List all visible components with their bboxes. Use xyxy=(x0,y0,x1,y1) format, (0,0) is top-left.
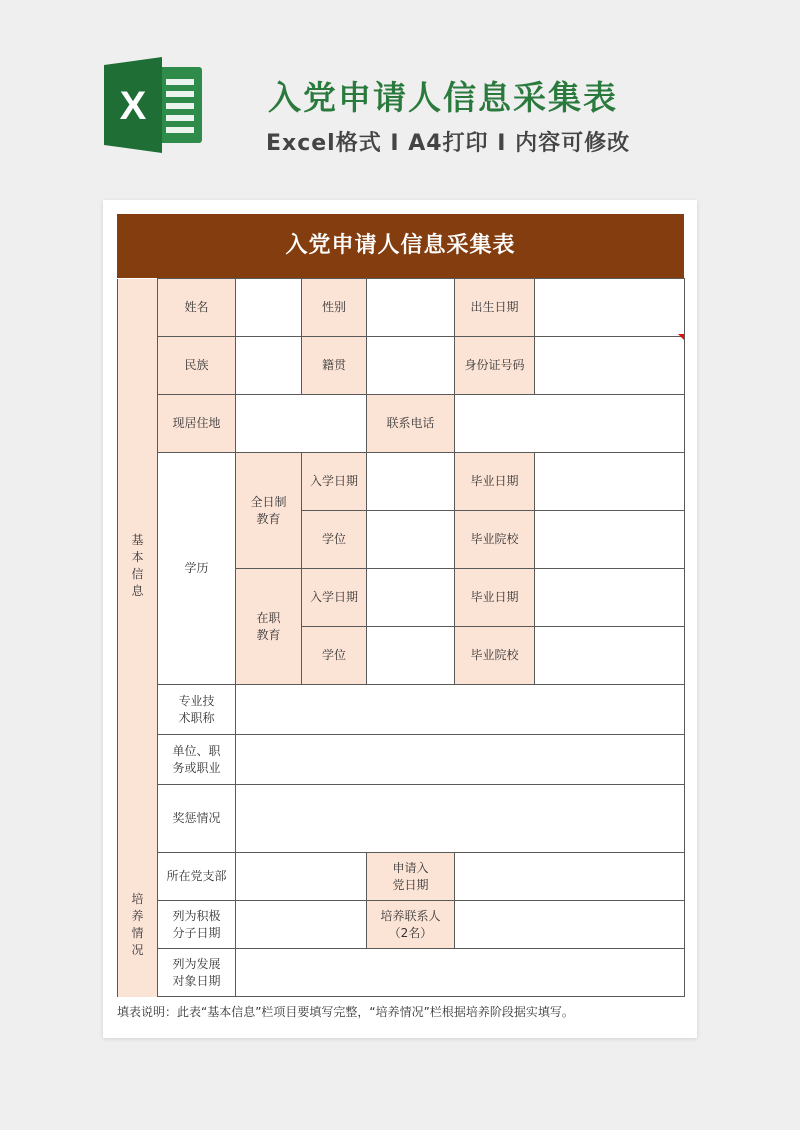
field-native-place[interactable] xyxy=(367,337,455,395)
label-address: 现居住地 xyxy=(158,395,236,453)
field-name[interactable] xyxy=(236,279,302,337)
field-inservice-enroll-date[interactable] xyxy=(367,569,455,627)
label-unit-position: 单位、职 务或职业 xyxy=(158,735,236,785)
label-inservice-grad-school: 毕业院校 xyxy=(455,627,535,685)
label-fulltime-grad-date: 毕业日期 xyxy=(455,453,535,511)
label-native-place: 籍贯 xyxy=(302,337,367,395)
field-professional-title[interactable] xyxy=(236,685,685,735)
field-training-contacts[interactable] xyxy=(455,901,685,949)
label-inservice-education: 在职 教育 xyxy=(236,569,302,685)
field-fulltime-grad-date[interactable] xyxy=(535,453,685,511)
page-header xyxy=(0,0,800,200)
page-subtitle: Excel格式 I A4打印 I 内容可修改 xyxy=(266,131,631,156)
excel-icon xyxy=(104,57,204,153)
label-education: 学历 xyxy=(158,453,236,685)
field-inservice-degree[interactable] xyxy=(367,627,455,685)
page-title: 入党申请人信息采集表 xyxy=(268,78,618,117)
field-party-branch[interactable] xyxy=(236,853,367,901)
label-professional-title: 专业技 术职称 xyxy=(158,685,236,735)
field-fulltime-enroll-date[interactable] xyxy=(367,453,455,511)
field-id-number[interactable] xyxy=(535,337,685,395)
label-fulltime-grad-school: 毕业院校 xyxy=(455,511,535,569)
label-fulltime-enroll-date: 入学日期 xyxy=(302,453,367,511)
form-title: 入党申请人信息采集表 xyxy=(117,214,684,278)
excel-icon-letter: X xyxy=(119,84,147,128)
field-inservice-grad-date[interactable] xyxy=(535,569,685,627)
field-birth-date[interactable] xyxy=(535,279,685,337)
fill-instructions: 填表说明：此表“基本信息”栏项目要填写完整，“培养情况”栏根据培养阶段据实填写。 xyxy=(117,1005,574,1019)
field-ethnicity[interactable] xyxy=(236,337,302,395)
field-apply-date[interactable] xyxy=(455,853,685,901)
label-birth-date: 出生日期 xyxy=(455,279,535,337)
field-fulltime-degree[interactable] xyxy=(367,511,455,569)
document-paper xyxy=(103,200,697,1038)
info-form-table xyxy=(117,278,685,997)
field-gender[interactable] xyxy=(367,279,455,337)
form-sheet xyxy=(117,214,684,997)
label-rewards: 奖惩情况 xyxy=(158,785,236,853)
label-ethnicity: 民族 xyxy=(158,337,236,395)
label-fulltime-education: 全日制 教育 xyxy=(236,453,302,569)
field-phone[interactable] xyxy=(455,395,685,453)
label-inservice-grad-date: 毕业日期 xyxy=(455,569,535,627)
field-rewards[interactable] xyxy=(236,785,685,853)
field-activist-date[interactable] xyxy=(236,901,367,949)
label-id-number: 身份证号码 xyxy=(455,337,535,395)
section-basic-info: 基本信息 xyxy=(118,279,158,853)
field-develop-date[interactable] xyxy=(236,949,685,997)
label-phone: 联系电话 xyxy=(367,395,455,453)
label-gender: 性别 xyxy=(302,279,367,337)
label-name: 姓名 xyxy=(158,279,236,337)
label-inservice-degree: 学位 xyxy=(302,627,367,685)
field-unit-position[interactable] xyxy=(236,735,685,785)
label-fulltime-degree: 学位 xyxy=(302,511,367,569)
label-apply-date: 申请入 党日期 xyxy=(367,853,455,901)
label-party-branch: 所在党支部 xyxy=(158,853,236,901)
field-fulltime-grad-school[interactable] xyxy=(535,511,685,569)
section-training: 培养情况 xyxy=(118,853,158,997)
field-address[interactable] xyxy=(236,395,367,453)
label-inservice-enroll-date: 入学日期 xyxy=(302,569,367,627)
label-training-contacts: 培养联系人 （2名） xyxy=(367,901,455,949)
field-inservice-grad-school[interactable] xyxy=(535,627,685,685)
label-activist-date: 列为积极 分子日期 xyxy=(158,901,236,949)
label-develop-date: 列为发展 对象日期 xyxy=(158,949,236,997)
cell-comment-indicator xyxy=(678,334,684,340)
